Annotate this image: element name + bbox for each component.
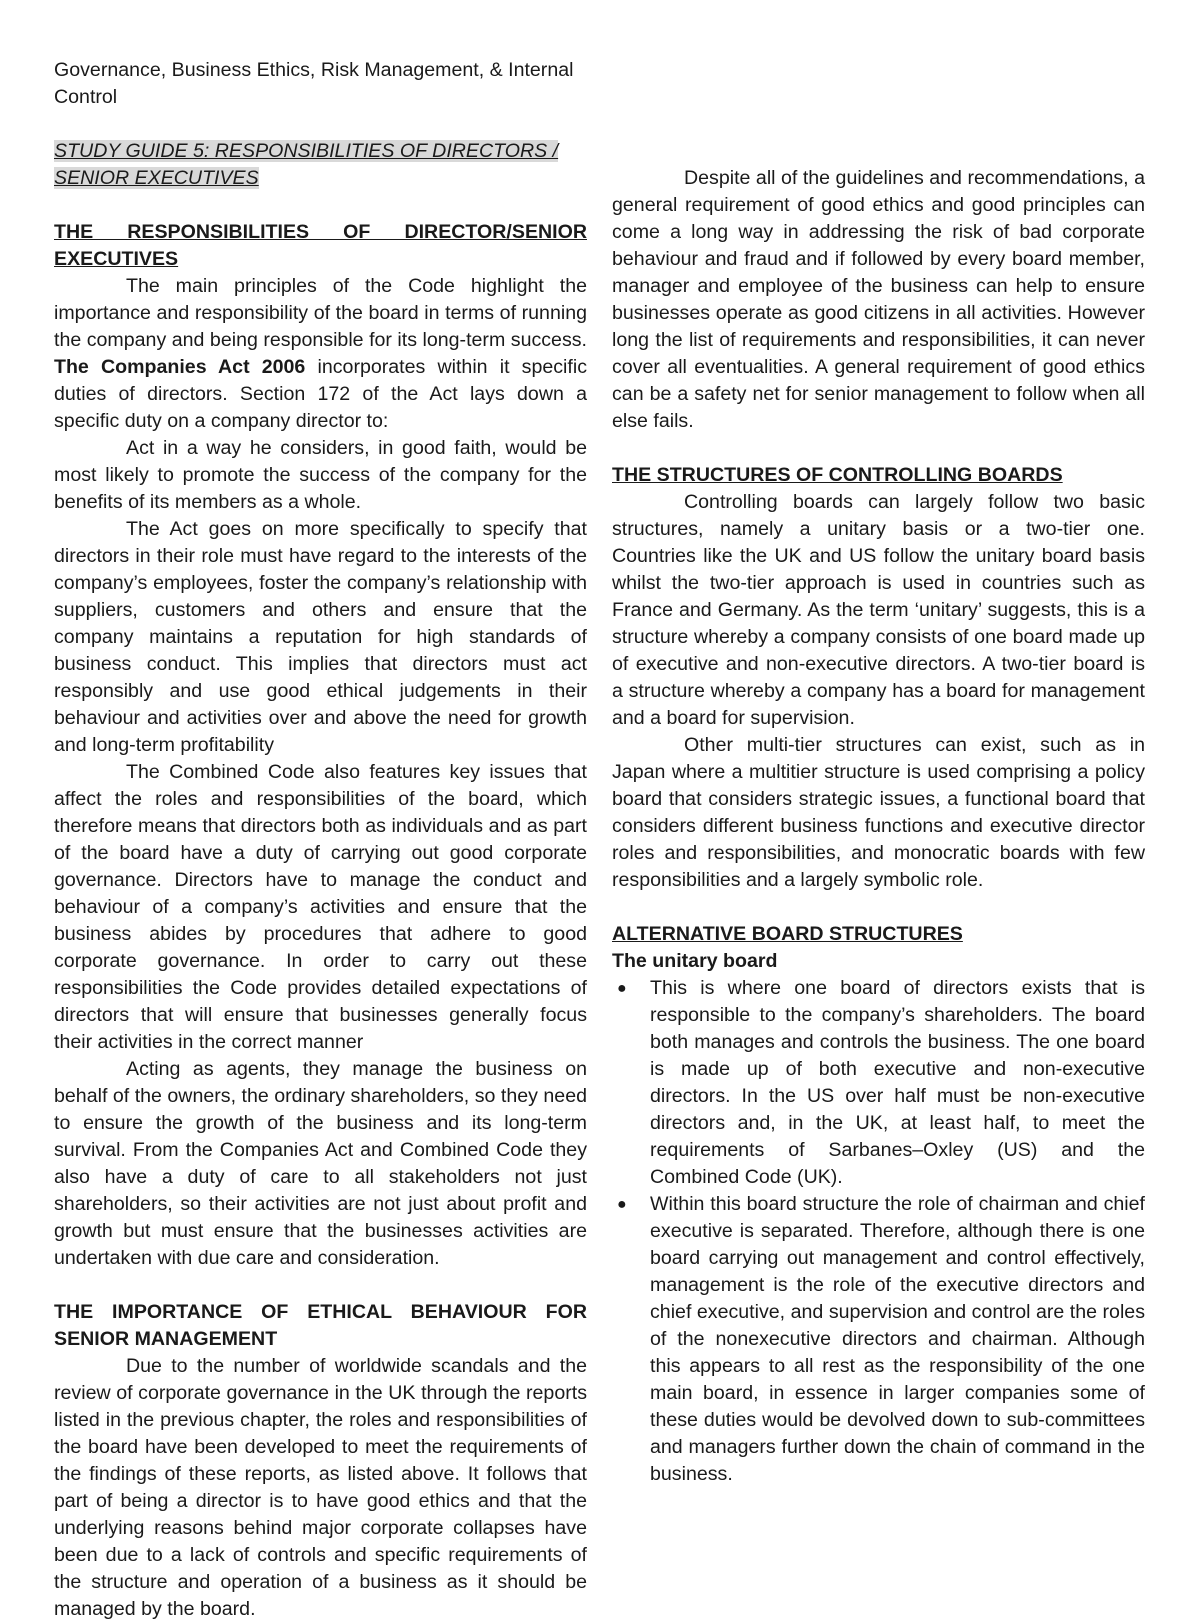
study-guide-banner [54, 138, 587, 192]
paragraph: Controlling boards can largely follow two basic structures, namely a unitary basis or a two-tier one. Countries like the UK and US follow the unitary board basis whilst the two-tier approach is used in countries such as France and Germany. As the term ‘unitary’ suggests, this is a structure whereby a company consists of one board made up of executive and non-executive directors. A two-tier board is a structure whereby a company has a board for management and a board for supervision. [612, 491, 1145, 729]
list-item: ● Within this board structure the role of chairman and chief executive is separated. Therefore, although there is one board carrying out management and control effectively, management is the role of the executive directors and chief executive, and supervision and control are the roles of the nonexecutive directors and chairman. Although this appears to all rest as the responsibility of the one main board, in essence in larger companies some of these duties would be devolved down to sub-committees and managers further down the chain of command in the business. [617, 1193, 1145, 1485]
section-heading-controlling-boards: THE STRUCTURES OF CONTROLLING BOARDS [612, 464, 1063, 486]
bullet-icon: ● [617, 980, 627, 997]
section-heading-ethical-behaviour: THE IMPORTANCE OF ETHICAL BEHAVIOUR FOR SENIOR MANAGEMENT [54, 1301, 587, 1350]
paragraph: The Combined Code also features key issues that affect the roles and responsibilities of the board, which therefore means that directors both as individuals and as part of the board have a duty of carrying out good corporate governance. Directors have to manage the conduct and behaviour of a company’s activities and ensure that the business abides by procedures that adhere to good corporate governance. In order to carry out these responsibilities the Code provides detailed expectations of directors that will ensure that businesses generally focus their activities in the correct manner [54, 761, 587, 1053]
document-title: Governance, Business Ethics, Risk Management, & Internal Control [54, 59, 574, 108]
section-heading-responsibilities: THE RESPONSIBILITIES OF DIRECTOR/SENIOR EXECUTIVES [54, 221, 587, 270]
paragraph: Acting as agents, they manage the business on behalf of the owners, the ordinary shareholders, so they need to ensure the growth of the business and its long-term survival. From the Companies Act and Combined Code they also have a duty of care to all stakeholders not just shareholders, so their activities are not just about profit and growth but must ensure that the businesses activities are undertaken with due care and consideration. [54, 1058, 587, 1269]
study-guide-label: STUDY GUIDE 5: RESPONSIBILITIES OF DIRECTORS / SENIOR EXECUTIVES [54, 140, 559, 189]
right-column [612, 57, 1145, 1488]
paragraph: Act in a way he considers, in good faith, would be most likely to promote the success of the company for the benefits of its members as a whole. [54, 437, 587, 513]
paragraph: Other multi-tier structures can exist, such as in Japan where a multitier structure is used comprising a policy board that considers strategic issues, a functional board that considers different business functions and executive director roles and responsibilities, and monocratic boards with few responsibilities and a largely symbolic role. [612, 734, 1145, 891]
companies-act-reference: The Companies Act 2006 [54, 356, 306, 378]
list-item: ● This is where one board of directors exists that is responsible to the company’s shareholders. The board both manages and controls the business. The one board is made up of both executive and non-executive directors. In the US over half must be non-executive directors and, in the UK, at least half, to meet the requirements of Sarbanes–Oxley (US) and the Combined Code (UK). [617, 977, 1145, 1188]
paragraph: The Act goes on more specifically to specify that directors in their role must have regard to the interests of the company’s employees, foster the company’s relationship with suppliers, customers and others and ensure that the company maintains a reputation for high standards of business conduct. This implies that directors must act responsibly and use good ethical judgements in their behaviour and activities over and above the need for growth and long-term profitability [54, 518, 587, 756]
paragraph: Due to the number of worldwide scandals and the review of corporate governance in the UK through the reports listed in the previous chapter, the roles and responsibilities of the board have been developed to meet the requirements of the findings of these reports, as listed above. It follows that part of being a director is to have good ethics and that the underlying reasons behind major corporate collapses have been due to a lack of controls and specific requirements of the structure and operation of a business as it should be managed by the board. [54, 1355, 587, 1620]
bullet-list [612, 975, 1145, 1488]
section-heading-alternative-structures: ALTERNATIVE BOARD STRUCTURES [612, 923, 963, 945]
subheading-unitary-board: The unitary board [612, 950, 778, 972]
bullet-icon: ● [617, 1196, 627, 1213]
paragraph: Despite all of the guidelines and recommendations, a general requirement of good ethics and good principles can come a long way in addressing the risk of bad corporate behaviour and fraud and if followed by every board member, manager and employee of the business can help to ensure businesses operate as good citizens in all activities. However long the list of requirements and responsibilities, it can never cover all eventualities. A general requirement of good ethics can be a safety net for senior management to follow when all else fails. [612, 167, 1145, 432]
paragraph: The main principles of the Code highlight the importance and responsibility of the board in terms of running the company and being responsible for its long-term success. The Companies Act 2006 incorporates within it specific duties of directors. Section 172 of the Act lays down a specific duty on a company director to: [54, 275, 587, 432]
left-column [54, 57, 587, 1623]
